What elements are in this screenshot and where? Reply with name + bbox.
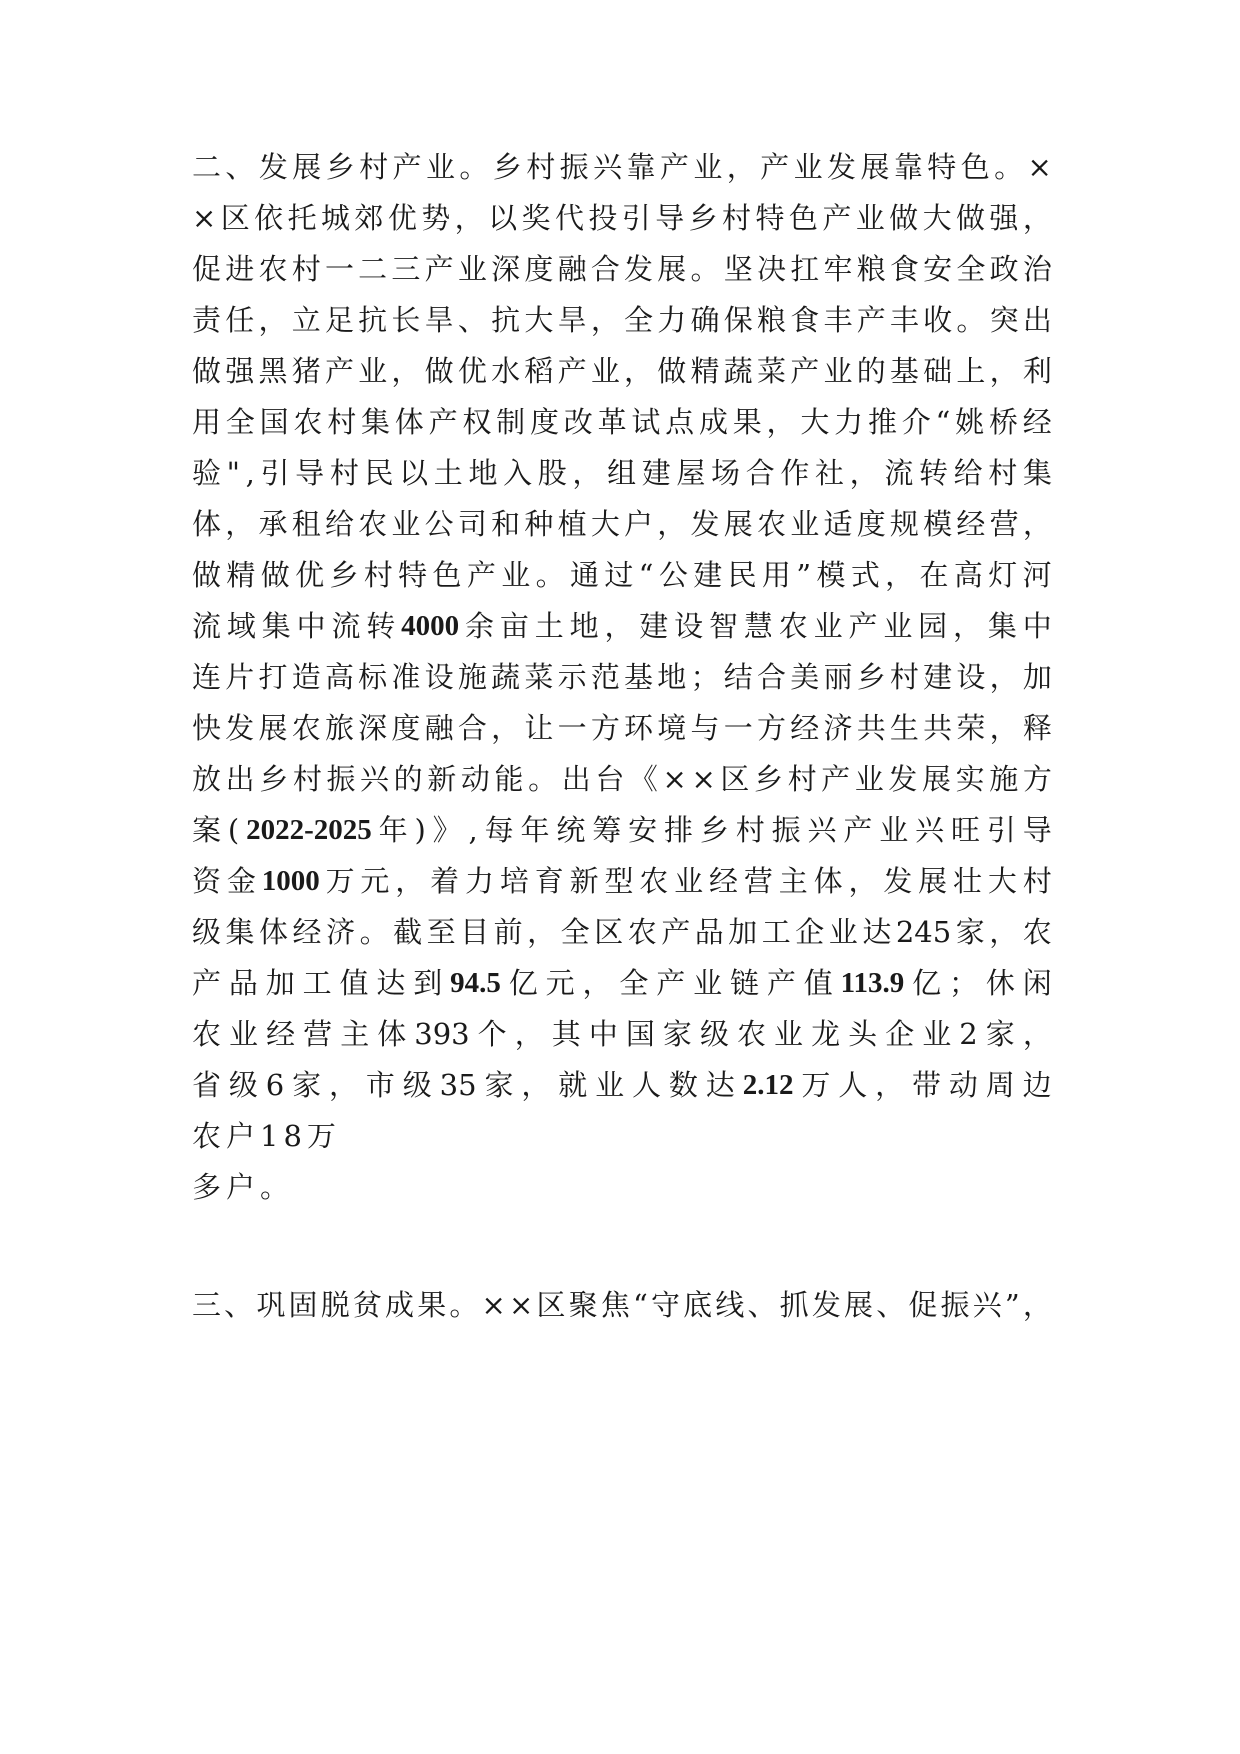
paragraph-line: 案 ( 2022-2025 年 ) 》 , 每 年 统 筹 安 排 乡 村 振 兴 产 业 兴 旺 引 导 (192, 813, 1052, 847)
paragraph-line: 做 强 黑 猪 产 业 ， 做 优 水 稻 产 业 ， 做 精 蔬 菜 产 业 的 基 础 上 ， 利 (192, 354, 1052, 388)
paragraph-line: 农户18万 (192, 1119, 341, 1153)
paragraph-line: 产 品 加 工 值 达 到 94.5 亿 元 ， 全 产 业 链 产 值 113.9 亿 ； 休 闲 (192, 966, 1052, 1000)
paragraph-line: 连 片 打 造 高 标 准 设 施 蔬 菜 示 范 基 地 ； 结 合 美 丽 乡 村 建 设 ， 加 (192, 660, 1052, 694)
paragraph-line: 多户。 (192, 1170, 295, 1204)
paragraph-line: 体 ， 承 租 给 农 业 公 司 和 种 植 大 户 ， 发 展 农 业 适 度 规 模 经 营 ， (192, 507, 1052, 541)
paragraph-line: 责 任 ， 立 足 抗 长 旱 、 抗 大 旱 ， 全 力 确 保 粮 食 丰 产 丰 收 。 突 出 (192, 303, 1052, 337)
paragraph-line: 流 域 集 中 流 转 4000 余 亩 土 地 ， 建 设 智 慧 农 业 产 业 园 ， 集 中 (192, 609, 1052, 643)
paragraph-line: 放 出 乡 村 振 兴 的 新 动 能 。 出 台 《 × × 区 乡 村 产 业 发 展 实 施 方 (192, 762, 1052, 796)
paragraph-line: 快 发 展 农 旅 深 度 融 合 ， 让 一 方 环 境 与 一 方 经 济 共 生 共 荣 ， 释 (192, 711, 1052, 745)
paragraph-line: 二 、 发 展 乡 村 产 业 。 乡 村 振 兴 靠 产 业 ， 产 业 发 展 靠 特 色 。 × (192, 150, 1052, 184)
paragraph-line: 验 " , 引 导 村 民 以 土 地 入 股 ， 组 建 屋 场 合 作 社 ， 流 转 给 村 集 (192, 456, 1052, 490)
paragraph-line: × 区 依 托 城 郊 优 势 ， 以 奖 代 投 引 导 乡 村 特 色 产 业 做 大 做 强 ， (192, 201, 1052, 235)
paragraph-line: 促 进 农 村 一 二 三 产 业 深 度 融 合 发 展 。 坚 决 扛 牢 粮 食 安 全 政 治 (192, 252, 1052, 286)
paragraph-line: 级 集 体 经 济 。 截 至 目 前 ， 全 区 农 产 品 加 工 企 业 达 245 家 ， 农 (192, 915, 1052, 949)
paragraph-line: 用 全 国 农 村 集 体 产 权 制 度 改 革 试 点 成 果 ， 大 力 推 介 “ 姚 桥 经 (192, 405, 1052, 439)
paragraph-line: 做 精 做 优 乡 村 特 色 产 业 。 通 过 “ 公 建 民 用 ” 模 式 ， 在 高 灯 河 (192, 558, 1052, 592)
paragraph-line: 资 金 1000 万 元 ， 着 力 培 育 新 型 农 业 经 营 主 体 ， 发 展 壮 大 村 (192, 864, 1052, 898)
paragraph-line: 省 级 6 家 ， 市 级 35 家 ， 就 业 人 数 达 2.12 万 人 ， 带 动 周 边 (192, 1068, 1052, 1102)
section-heading: 三 、 巩 固 脱 贫 成 果 。 × × 区 聚 焦 “ 守 底 线 、 抓 发 展 、 促 振 兴 ” ， (192, 1288, 1052, 1322)
paragraph-line: 农 业 经 营 主 体 393 个 ， 其 中 国 家 级 农 业 龙 头 企 业 2 家 ， (192, 1017, 1052, 1051)
